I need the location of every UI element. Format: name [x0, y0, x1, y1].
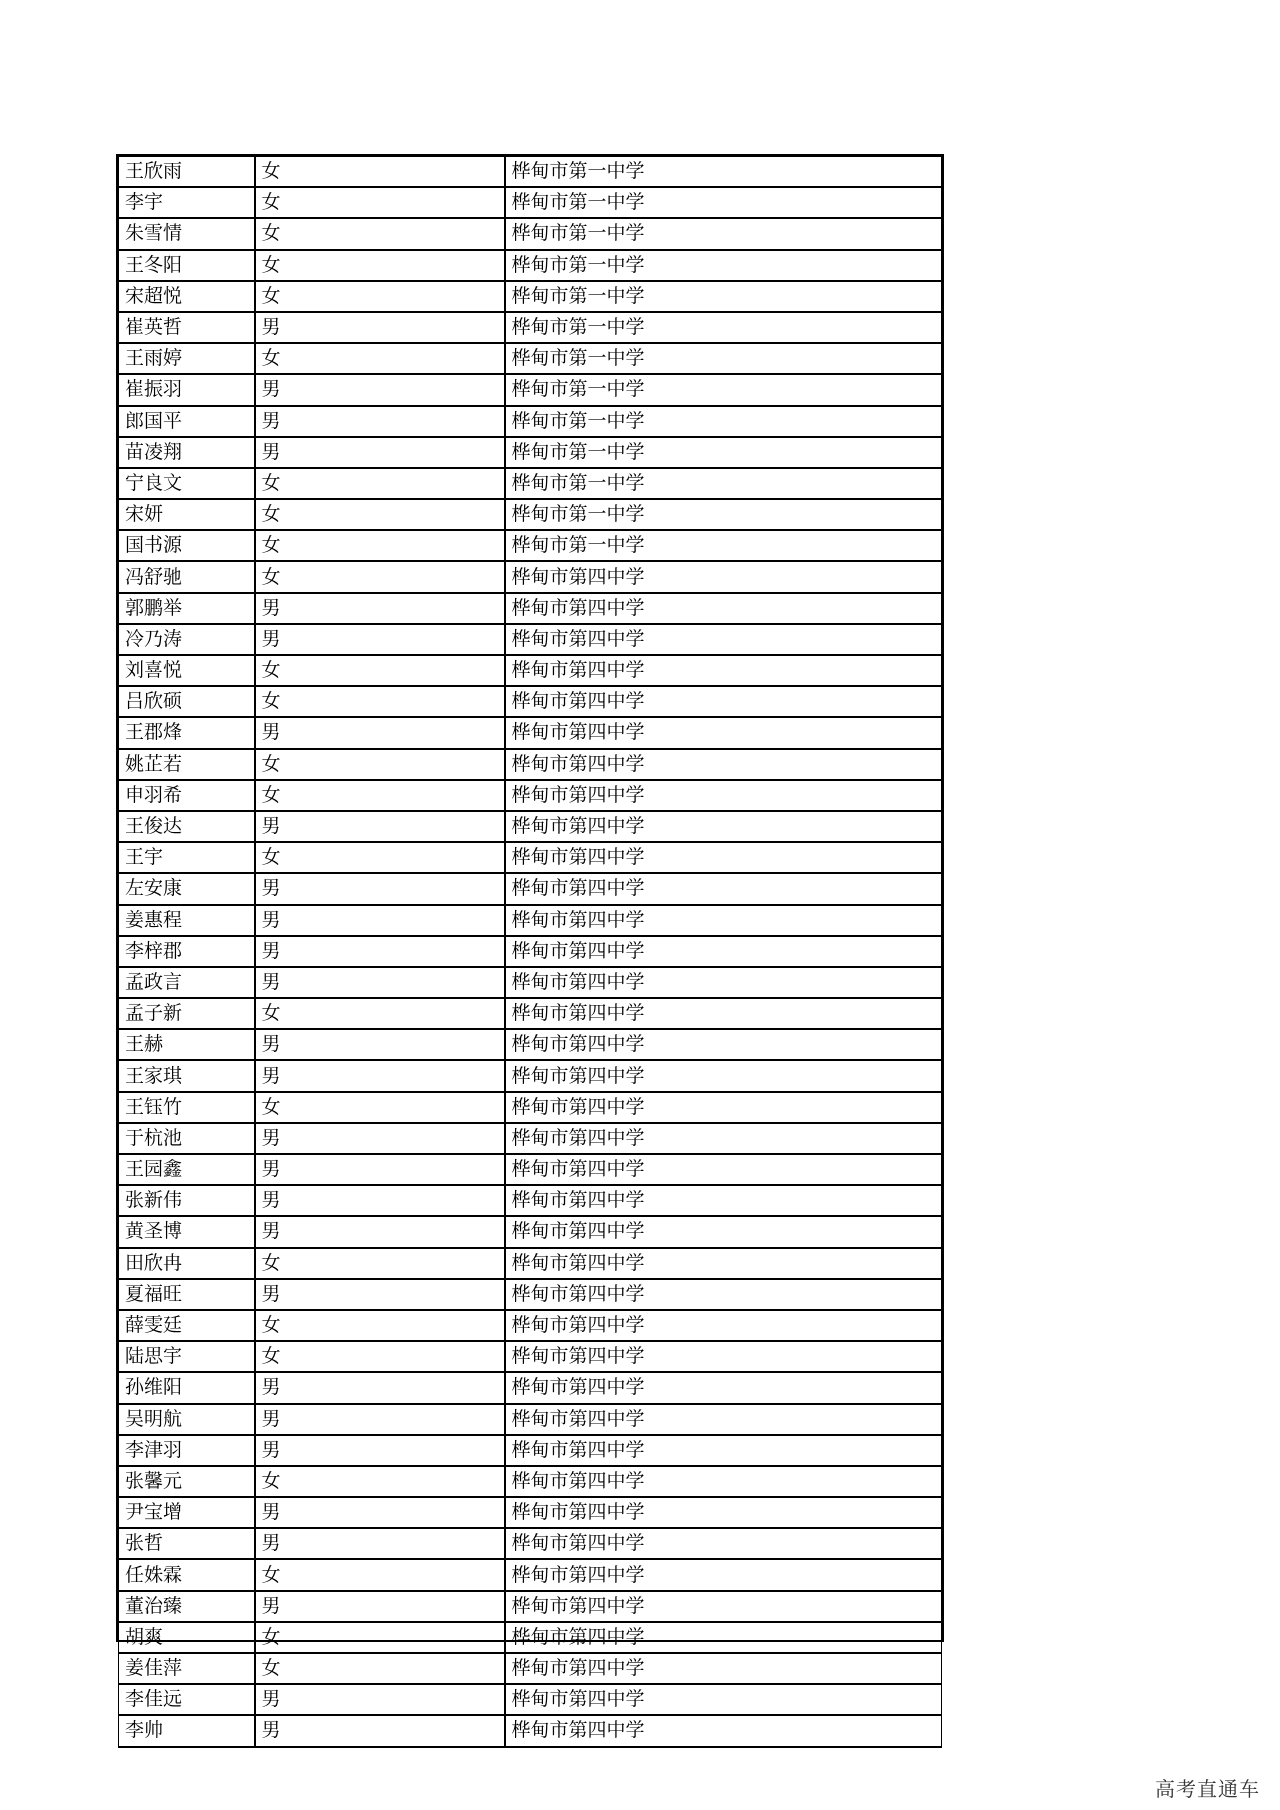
student-gender-cell: 女 [255, 842, 505, 873]
student-name-cell: 于杭池 [119, 1123, 255, 1154]
table-row [119, 655, 942, 686]
table-row [119, 468, 942, 499]
student-name-cell: 左安康 [119, 873, 255, 904]
student-school-cell: 桦甸市第一中学 [505, 157, 942, 188]
student-gender-cell: 女 [255, 1559, 505, 1590]
table-row [119, 1404, 942, 1435]
student-school-cell: 桦甸市第四中学 [505, 967, 942, 998]
student-school-cell: 桦甸市第一中学 [505, 250, 942, 281]
student-gender-cell: 男 [255, 406, 505, 437]
student-gender-cell: 男 [255, 1060, 505, 1091]
student-school-cell: 桦甸市第一中学 [505, 187, 942, 218]
student-school-cell: 桦甸市第四中学 [505, 780, 942, 811]
student-name-cell: 王宇 [119, 842, 255, 873]
student-gender-cell: 女 [255, 1653, 505, 1684]
student-gender-cell: 女 [255, 1622, 505, 1653]
table-row [119, 1559, 942, 1590]
student-name-cell: 李宇 [119, 187, 255, 218]
student-gender-cell: 女 [255, 1466, 505, 1497]
student-name-cell: 王钰竹 [119, 1092, 255, 1123]
student-school-cell: 桦甸市第一中学 [505, 437, 942, 468]
table-row [119, 998, 942, 1029]
student-school-cell: 桦甸市第一中学 [505, 218, 942, 249]
student-name-cell: 郎国平 [119, 406, 255, 437]
student-school-cell: 桦甸市第四中学 [505, 1310, 942, 1341]
table-row [119, 1092, 942, 1123]
student-name-cell: 王赫 [119, 1029, 255, 1060]
student-school-cell: 桦甸市第四中学 [505, 1092, 942, 1123]
student-name-cell: 黄圣博 [119, 1216, 255, 1247]
student-school-cell: 桦甸市第四中学 [505, 1060, 942, 1091]
table-row [119, 1622, 942, 1653]
student-gender-cell: 男 [255, 1216, 505, 1247]
student-name-cell: 田欣冉 [119, 1248, 255, 1279]
table-row [119, 1279, 942, 1310]
student-gender-cell: 男 [255, 1123, 505, 1154]
student-gender-cell: 男 [255, 1185, 505, 1216]
student-name-cell: 张新伟 [119, 1185, 255, 1216]
student-gender-cell: 女 [255, 499, 505, 530]
student-list-body [119, 157, 942, 1747]
student-school-cell: 桦甸市第四中学 [505, 1404, 942, 1435]
student-school-cell: 桦甸市第四中学 [505, 1372, 942, 1403]
student-school-cell: 桦甸市第一中学 [505, 468, 942, 499]
table-row [119, 1154, 942, 1185]
student-gender-cell: 男 [255, 936, 505, 967]
student-school-cell: 桦甸市第四中学 [505, 1622, 942, 1653]
student-name-cell: 刘喜悦 [119, 655, 255, 686]
student-school-cell: 桦甸市第四中学 [505, 905, 942, 936]
student-gender-cell: 女 [255, 187, 505, 218]
table-row [119, 1372, 942, 1403]
student-name-cell: 陆思宇 [119, 1341, 255, 1372]
student-name-cell: 国书源 [119, 530, 255, 561]
student-name-cell: 李梓郡 [119, 936, 255, 967]
student-name-cell: 薛雯廷 [119, 1310, 255, 1341]
student-school-cell: 桦甸市第四中学 [505, 936, 942, 967]
table-row [119, 1341, 942, 1372]
table-row [119, 281, 942, 312]
student-school-cell: 桦甸市第四中学 [505, 1466, 942, 1497]
student-name-cell: 崔振羽 [119, 374, 255, 405]
student-school-cell: 桦甸市第四中学 [505, 811, 942, 842]
student-name-cell: 孟子新 [119, 998, 255, 1029]
student-school-cell: 桦甸市第四中学 [505, 1185, 942, 1216]
student-name-cell: 张馨元 [119, 1466, 255, 1497]
student-gender-cell: 男 [255, 437, 505, 468]
student-school-cell: 桦甸市第四中学 [505, 1279, 942, 1310]
student-school-cell: 桦甸市第四中学 [505, 593, 942, 624]
student-name-cell: 王雨婷 [119, 343, 255, 374]
table-row [119, 1435, 942, 1466]
student-name-cell: 朱雪情 [119, 218, 255, 249]
student-gender-cell: 女 [255, 530, 505, 561]
student-gender-cell: 女 [255, 1341, 505, 1372]
student-school-cell: 桦甸市第四中学 [505, 1123, 942, 1154]
table-row [119, 250, 942, 281]
student-name-cell: 胡爽 [119, 1622, 255, 1653]
student-gender-cell: 男 [255, 1279, 505, 1310]
table-row [119, 157, 942, 188]
student-gender-cell: 女 [255, 250, 505, 281]
student-gender-cell: 男 [255, 593, 505, 624]
student-name-cell: 吴明航 [119, 1404, 255, 1435]
student-gender-cell: 女 [255, 343, 505, 374]
student-name-cell: 王欣雨 [119, 157, 255, 188]
student-school-cell: 桦甸市第四中学 [505, 686, 942, 717]
student-name-cell: 尹宝增 [119, 1497, 255, 1528]
student-name-cell: 王家琪 [119, 1060, 255, 1091]
student-school-cell: 桦甸市第四中学 [505, 842, 942, 873]
table-row [119, 811, 942, 842]
student-name-cell: 崔英哲 [119, 312, 255, 343]
student-name-cell: 李津羽 [119, 1435, 255, 1466]
student-school-cell: 桦甸市第一中学 [505, 530, 942, 561]
student-name-cell: 王郡烽 [119, 717, 255, 748]
student-name-cell: 姚芷若 [119, 749, 255, 780]
student-name-cell: 王园鑫 [119, 1154, 255, 1185]
student-name-cell: 冯舒驰 [119, 561, 255, 592]
student-school-cell: 桦甸市第一中学 [505, 343, 942, 374]
student-name-cell: 冷乃涛 [119, 624, 255, 655]
student-list [118, 156, 942, 1748]
student-school-cell: 桦甸市第四中学 [505, 873, 942, 904]
student-school-cell: 桦甸市第一中学 [505, 374, 942, 405]
student-name-cell: 张哲 [119, 1528, 255, 1559]
student-name-cell: 董治臻 [119, 1591, 255, 1622]
student-school-cell: 桦甸市第四中学 [505, 1684, 942, 1715]
table-row [119, 343, 942, 374]
table-row [119, 406, 942, 437]
table-row [119, 593, 942, 624]
student-school-cell: 桦甸市第四中学 [505, 624, 942, 655]
student-gender-cell: 女 [255, 1248, 505, 1279]
student-name-cell: 苗凌翔 [119, 437, 255, 468]
student-name-cell: 任姝霖 [119, 1559, 255, 1590]
table-row [119, 717, 942, 748]
table-row [119, 749, 942, 780]
table-row [119, 1653, 942, 1684]
table-row [119, 1466, 942, 1497]
student-name-cell: 申羽希 [119, 780, 255, 811]
student-gender-cell: 女 [255, 686, 505, 717]
student-school-cell: 桦甸市第四中学 [505, 655, 942, 686]
student-school-cell: 桦甸市第四中学 [505, 1341, 942, 1372]
student-name-cell: 郭鹏举 [119, 593, 255, 624]
table-row [119, 780, 942, 811]
student-gender-cell: 女 [255, 655, 505, 686]
table-row [119, 842, 942, 873]
student-name-cell: 姜惠程 [119, 905, 255, 936]
student-school-cell: 桦甸市第四中学 [505, 1559, 942, 1590]
table-row [119, 530, 942, 561]
table-row [119, 873, 942, 904]
table-row [119, 561, 942, 592]
student-gender-cell: 女 [255, 468, 505, 499]
watermark-text: 高考直通车 [1155, 1777, 1260, 1801]
student-gender-cell: 男 [255, 1497, 505, 1528]
table-row [119, 374, 942, 405]
student-gender-cell: 女 [255, 1092, 505, 1123]
student-gender-cell: 男 [255, 1029, 505, 1060]
student-gender-cell: 男 [255, 1591, 505, 1622]
student-gender-cell: 男 [255, 1684, 505, 1715]
student-gender-cell: 男 [255, 374, 505, 405]
student-gender-cell: 男 [255, 1154, 505, 1185]
student-school-cell: 桦甸市第四中学 [505, 1497, 942, 1528]
student-name-cell: 吕欣硕 [119, 686, 255, 717]
table-row [119, 218, 942, 249]
student-school-cell: 桦甸市第一中学 [505, 406, 942, 437]
student-school-cell: 桦甸市第一中学 [505, 281, 942, 312]
table-row [119, 1060, 942, 1091]
student-name-cell: 宁良文 [119, 468, 255, 499]
table-row [119, 1715, 942, 1746]
student-gender-cell: 男 [255, 312, 505, 343]
table-row [119, 187, 942, 218]
table-row [119, 905, 942, 936]
table-row [119, 1185, 942, 1216]
table-row [119, 936, 942, 967]
student-gender-cell: 女 [255, 998, 505, 1029]
student-school-cell: 桦甸市第四中学 [505, 717, 942, 748]
table-row [119, 1528, 942, 1559]
table-row [119, 1684, 942, 1715]
table-row [119, 1216, 942, 1247]
student-school-cell: 桦甸市第四中学 [505, 1528, 942, 1559]
table-row [119, 499, 942, 530]
student-gender-cell: 男 [255, 811, 505, 842]
student-name-cell: 孟政言 [119, 967, 255, 998]
student-gender-cell: 女 [255, 780, 505, 811]
student-gender-cell: 女 [255, 281, 505, 312]
student-name-cell: 宋超悦 [119, 281, 255, 312]
student-school-cell: 桦甸市第四中学 [505, 1591, 942, 1622]
student-school-cell: 桦甸市第一中学 [505, 312, 942, 343]
student-gender-cell: 男 [255, 624, 505, 655]
table-row [119, 686, 942, 717]
student-name-cell: 宋妍 [119, 499, 255, 530]
table-row [119, 1029, 942, 1060]
student-gender-cell: 男 [255, 1372, 505, 1403]
student-school-cell: 桦甸市第四中学 [505, 1715, 942, 1746]
student-gender-cell: 女 [255, 561, 505, 592]
student-school-cell: 桦甸市第四中学 [505, 1216, 942, 1247]
student-school-cell: 桦甸市第四中学 [505, 561, 942, 592]
student-name-cell: 王冬阳 [119, 250, 255, 281]
student-gender-cell: 女 [255, 1310, 505, 1341]
table-row [119, 1123, 942, 1154]
student-name-cell: 姜佳萍 [119, 1653, 255, 1684]
table-row [119, 967, 942, 998]
student-gender-cell: 女 [255, 218, 505, 249]
student-name-cell: 孙维阳 [119, 1372, 255, 1403]
student-gender-cell: 男 [255, 873, 505, 904]
student-school-cell: 桦甸市第四中学 [505, 1029, 942, 1060]
student-school-cell: 桦甸市第四中学 [505, 1435, 942, 1466]
table-row [119, 437, 942, 468]
table-row [119, 1591, 942, 1622]
student-school-cell: 桦甸市第四中学 [505, 998, 942, 1029]
student-name-cell: 李佳远 [119, 1684, 255, 1715]
student-gender-cell: 男 [255, 905, 505, 936]
table-row [119, 1248, 942, 1279]
student-gender-cell: 男 [255, 1435, 505, 1466]
student-school-cell: 桦甸市第一中学 [505, 499, 942, 530]
student-school-cell: 桦甸市第四中学 [505, 1653, 942, 1684]
student-school-cell: 桦甸市第四中学 [505, 1154, 942, 1185]
student-school-cell: 桦甸市第四中学 [505, 1248, 942, 1279]
student-gender-cell: 男 [255, 1404, 505, 1435]
table-row [119, 1497, 942, 1528]
student-gender-cell: 男 [255, 967, 505, 998]
student-name-cell: 夏福旺 [119, 1279, 255, 1310]
table-row [119, 1310, 942, 1341]
student-gender-cell: 男 [255, 1528, 505, 1559]
table-row [119, 624, 942, 655]
roster-table [116, 154, 944, 1742]
student-name-cell: 王俊达 [119, 811, 255, 842]
student-gender-cell: 女 [255, 749, 505, 780]
student-gender-cell: 男 [255, 1715, 505, 1746]
table-row [119, 312, 942, 343]
student-school-cell: 桦甸市第四中学 [505, 749, 942, 780]
student-gender-cell: 女 [255, 157, 505, 188]
student-gender-cell: 男 [255, 717, 505, 748]
student-name-cell: 李帅 [119, 1715, 255, 1746]
